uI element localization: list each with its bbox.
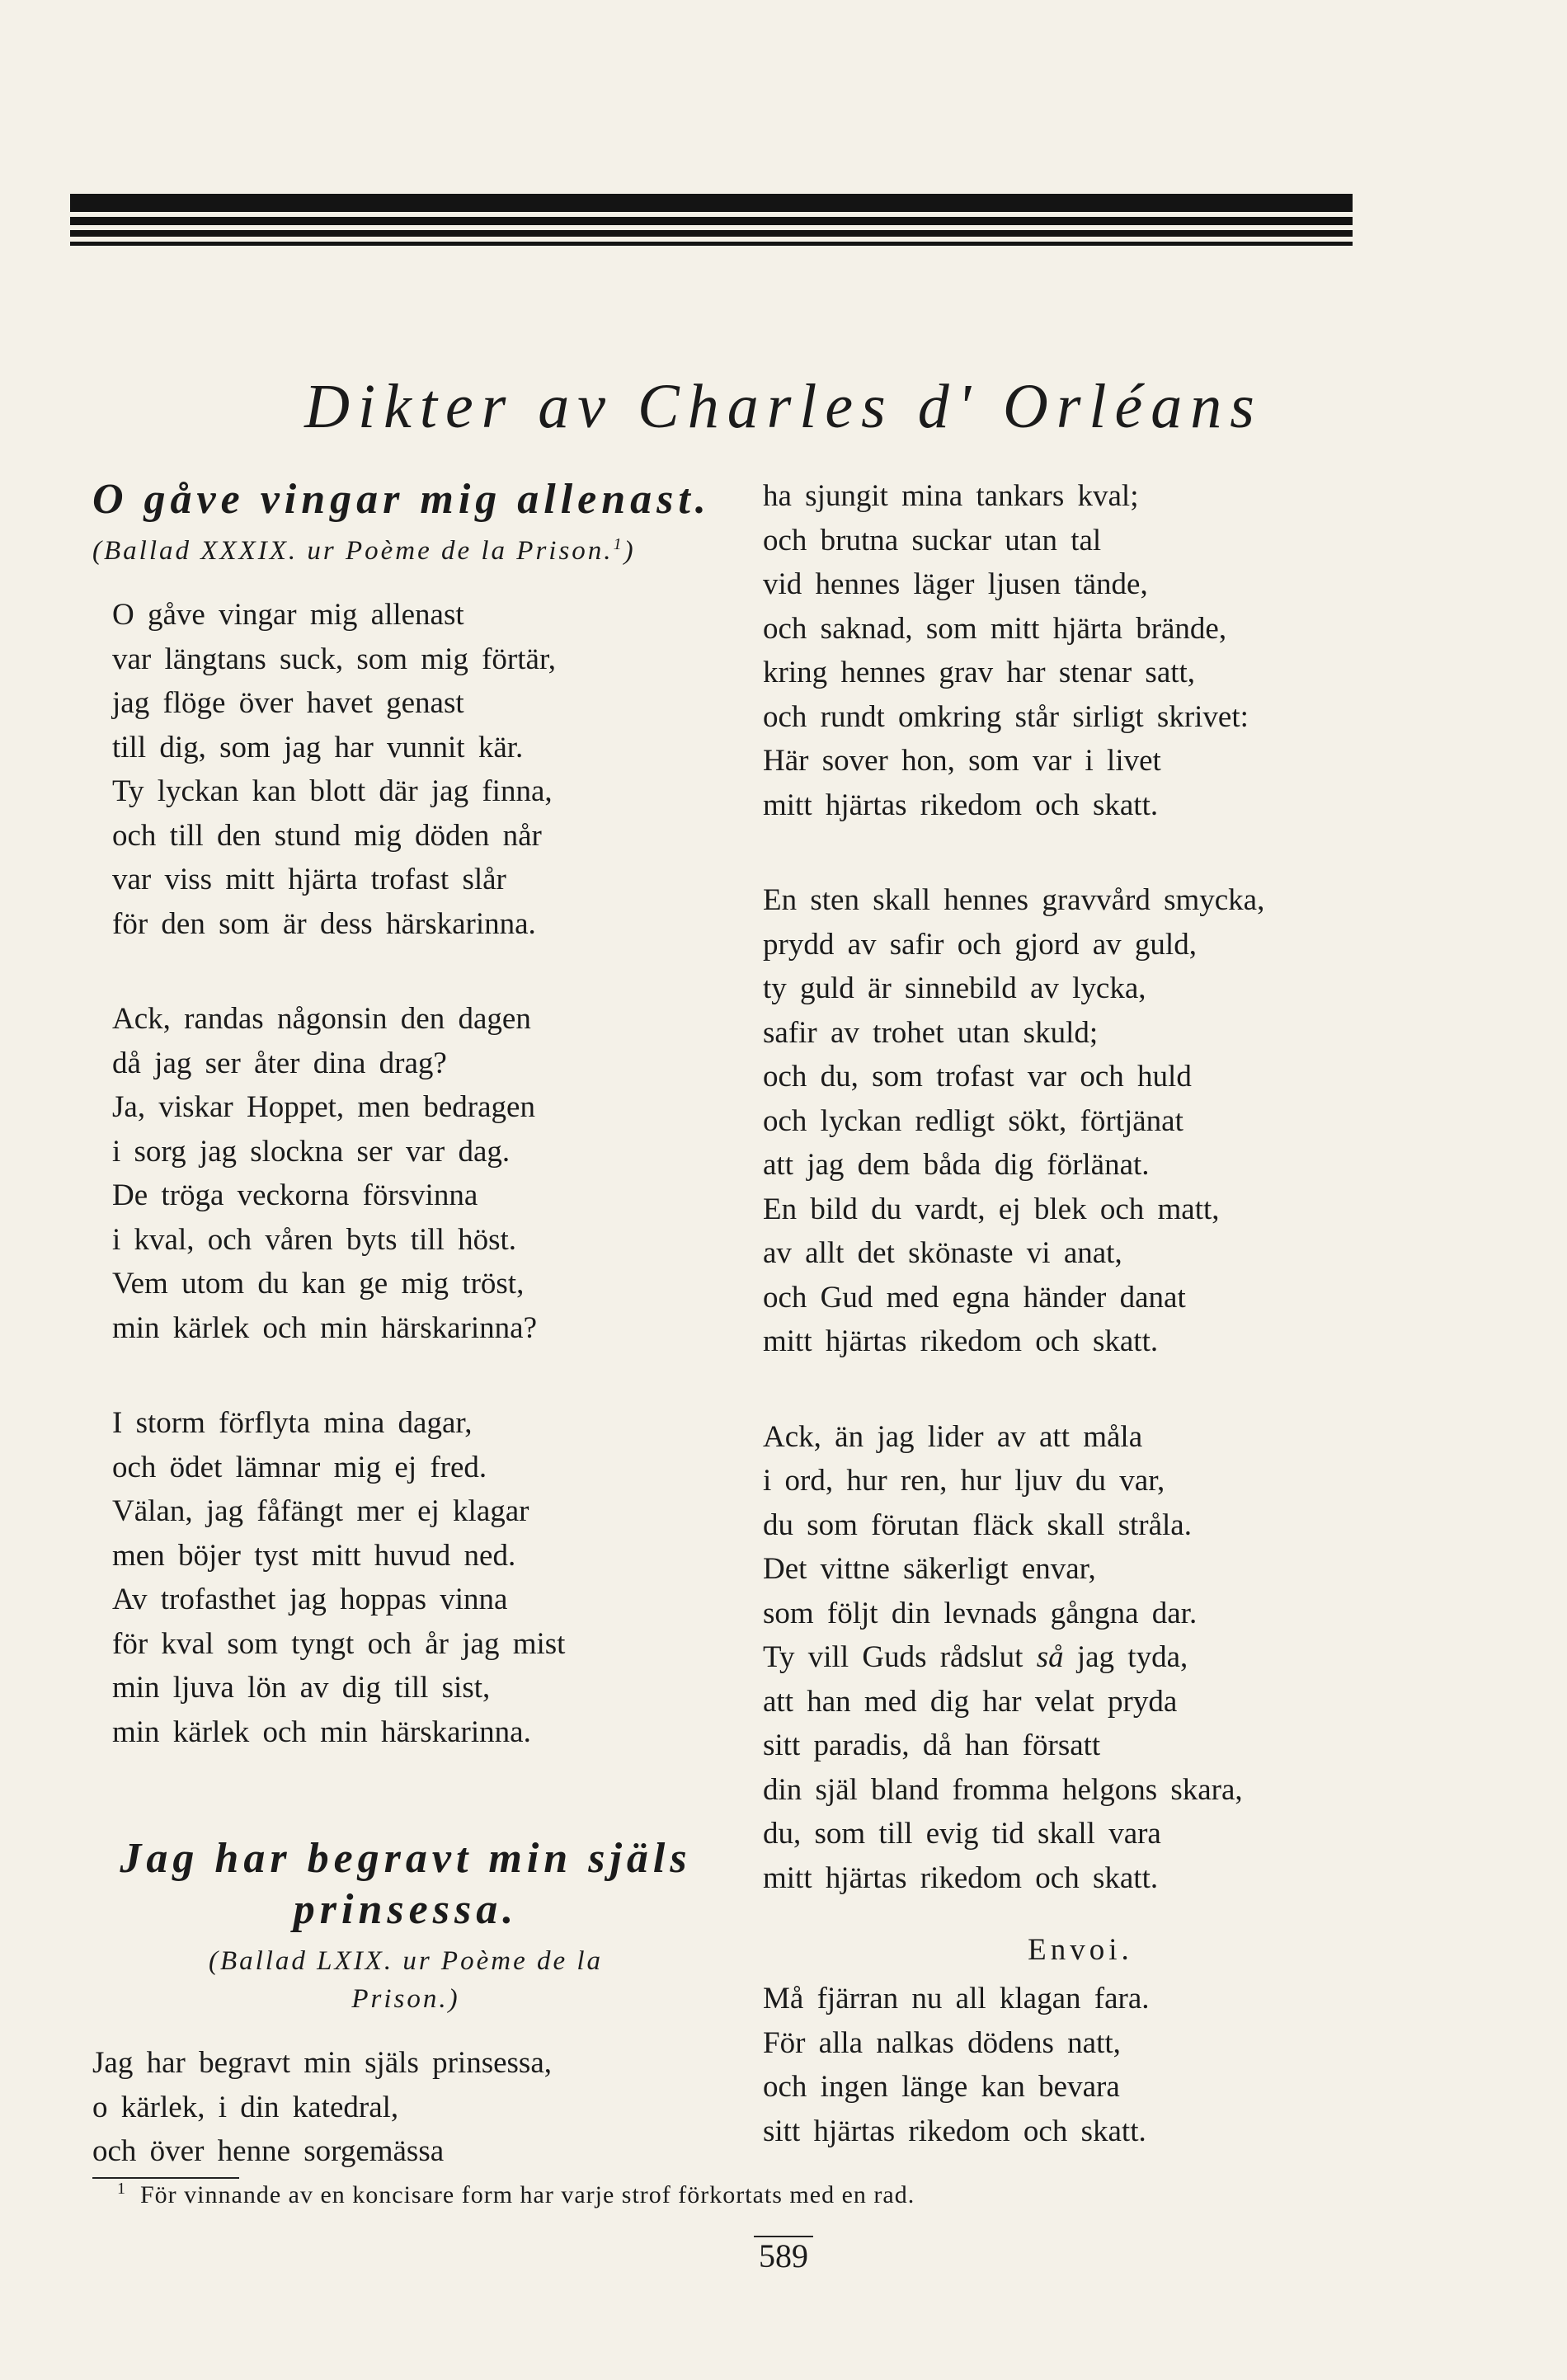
page-number [0,2237,1567,2275]
verse-line: du som förutan fläck skall stråla. [763,1507,1192,1542]
verse-line: I storm förflyta mina dagar, [112,1406,473,1440]
verse-line: i sorg jag slockna ser var dag. [112,1134,511,1169]
verse-line: Vem utom du kan ge mig tröst, [112,1267,525,1301]
verse-line: men böjer tyst mitt huvud ned. [112,1538,516,1573]
poem1-stanza-3 [92,1401,719,1754]
rule-bar [70,194,1353,212]
poem1-source [92,532,719,570]
verse-line: och saknad, som mitt hjärta brände, [763,611,1227,646]
verse-line: prydd av safir och gjord av guld, [763,927,1197,962]
verse-line [763,1635,1398,1680]
poem1-stanza-1 [92,593,719,946]
verse-line: ha sjungit mina tankars kval; [763,479,1139,513]
poem2-source-line: Prison.) [351,1984,460,2014]
poem2-stanza-3 [763,1415,1398,1901]
verse-line: Välan, jag fåfängt mer ej klagar [112,1494,529,1528]
verse-line: att han med dig har velat pryda [763,1684,1178,1719]
verse-line: De tröga veckorna försvinna [112,1178,478,1212]
verse-line: till dig, som jag har vunnit kär. [112,730,524,764]
verse-line: som följt din levnads gångna dar. [763,1596,1198,1630]
verse-line: En sten skall hennes gravvård smycka, [763,883,1265,917]
verse-line: att jag dem båda dig förlänat. [763,1148,1150,1182]
verse-line: min ljuva lön av dig till sist, [112,1671,491,1705]
verse-fragment: Ty vill Guds rådslut [763,1640,1037,1674]
verse-line: i kval, och våren byts till höst. [112,1222,517,1257]
poem2-stanza-2 [763,878,1398,1364]
verse-line: och lyckan redligt sökt, förtjänat [763,1103,1183,1138]
verse-line: Ack, än jag lider av att måla [763,1419,1143,1454]
verse-line: min kärlek och min härskarinna? [112,1310,537,1345]
verse-line: och ödet lämnar mig ej fred. [112,1450,487,1484]
verse-line: för den som är dess härskarinna. [112,906,536,941]
envoi-heading: Envoi. [1028,1933,1133,1967]
rule-bar [70,217,1353,225]
page-title: Dikter av Charles d' Orléans [304,372,1263,441]
verse-line: Ty lyckan kan blott där jag finna, [112,774,553,808]
verse-line: vid hennes läger ljusen tände, [763,567,1148,601]
verse-line: sitt paradis, då han försatt [763,1729,1101,1762]
verse-line: då jag ser åter dina drag? [112,1046,447,1080]
verse-line: o kärlek, i din katedral, [92,2090,399,2124]
verse-line: var längtans suck, som mig förtär, [112,642,557,676]
verse-line: mitt hjärtas rikedom och skatt. [763,1324,1159,1358]
poem2-source-line: (Ballad LXIX. ur Poème de la [208,1946,604,1976]
footnote-mark: 1 [117,2180,126,2198]
poem2-source [92,1942,719,2018]
verse-line: mitt hjärtas rikedom och skatt. [763,788,1159,822]
verse-line: var viss mitt hjärta trofast slår [112,863,506,896]
verse-line: Må fjärran nu all klagan fara. [763,1982,1150,2015]
verse-line: i ord, hur ren, hur ljuv du var, [763,1464,1165,1498]
rule-bar [70,242,1353,246]
verse-line: min kärlek och min härskarinna. [112,1714,531,1749]
verse-line: Ja, viskar Hoppet, men bedragen [112,1090,535,1124]
verse-line: jag flöge över havet genast [112,686,464,720]
verse-line: Av trofasthet jag hoppas vinna [112,1583,508,1616]
verse-line: du, som till evig tid skall vara [763,1817,1161,1851]
poem1-source-text: (Ballad XXXIX. ur Poème de la Prison. [92,536,614,566]
verse-line: O gåve vingar mig allenast [112,598,464,632]
verse-line: safir av trohet utan skuld; [763,1015,1099,1050]
verse-line: För alla nalkas dödens natt, [763,2025,1121,2060]
verse-line: och rundt omkring står sirligt skrivet: [763,699,1249,734]
poem2-stanza-1-start [92,2041,719,2174]
footnote [117,2179,1354,2212]
verse-line: och Gud med egna händer danat [763,1280,1186,1315]
verse-line: och ingen länge kan bevara [763,2070,1120,2104]
verse-line: Ack, randas någonsin den dagen [112,1002,531,1036]
verse-line: och du, som trofast var och huld [763,1060,1192,1094]
verse-line: En bild du vardt, ej blek och matt, [763,1192,1220,1226]
footnote-mark: 1 [613,535,624,553]
poem1-title: O gåve vingar mig allenast. [92,476,711,523]
decorative-rule [70,194,1353,251]
poem2-stanza-1-cont [763,474,1398,827]
right-column [763,474,1398,2153]
verse-line: din själ bland fromma helgons skara, [763,1772,1243,1807]
poem1-source-close: ) [624,536,636,566]
verse-line: mitt hjärtas rikedom och skatt. [763,1860,1159,1895]
verse-line: för kval som tyngt och år jag mist [112,1626,566,1661]
verse-line: Det vittne säkerligt envar, [763,1552,1096,1586]
verse-line: Jag har begravt min själs prinsessa, [92,2046,552,2080]
verse-line: kring hennes grav har stenar satt, [763,656,1196,689]
poem2-title-line: Jag har begravt min själs [120,1835,692,1882]
verse-line: Här sover hon, som var i livet [763,744,1161,778]
poem2-envoi [763,1977,1398,2153]
poem1-stanza-2 [92,997,719,1350]
poem2-title-line: prinsessa. [293,1886,519,1933]
footnote-text: För vinnande av en koncisare form har varje strof förkortats med en rad. [140,2181,915,2208]
verse-line: och till den stund mig döden når [112,818,542,853]
verse-line: ty guld är sinnebild av lycka, [763,971,1146,1005]
verse-line: och brutna suckar utan tal [763,523,1102,557]
emphasized-word: så [1036,1640,1064,1674]
verse-line: sitt hjärtas rikedom och skatt. [763,2114,1146,2148]
left-column [92,474,719,2174]
verse-fragment: jag tyda, [1063,1640,1188,1674]
rule-bar [70,230,1353,237]
verse-line: och över henne sorgemässa [92,2134,445,2168]
verse-line: av allt det skönaste vi anat, [763,1236,1122,1270]
poem2-title [92,1833,719,1936]
page-number-text: 589 [754,2236,813,2274]
